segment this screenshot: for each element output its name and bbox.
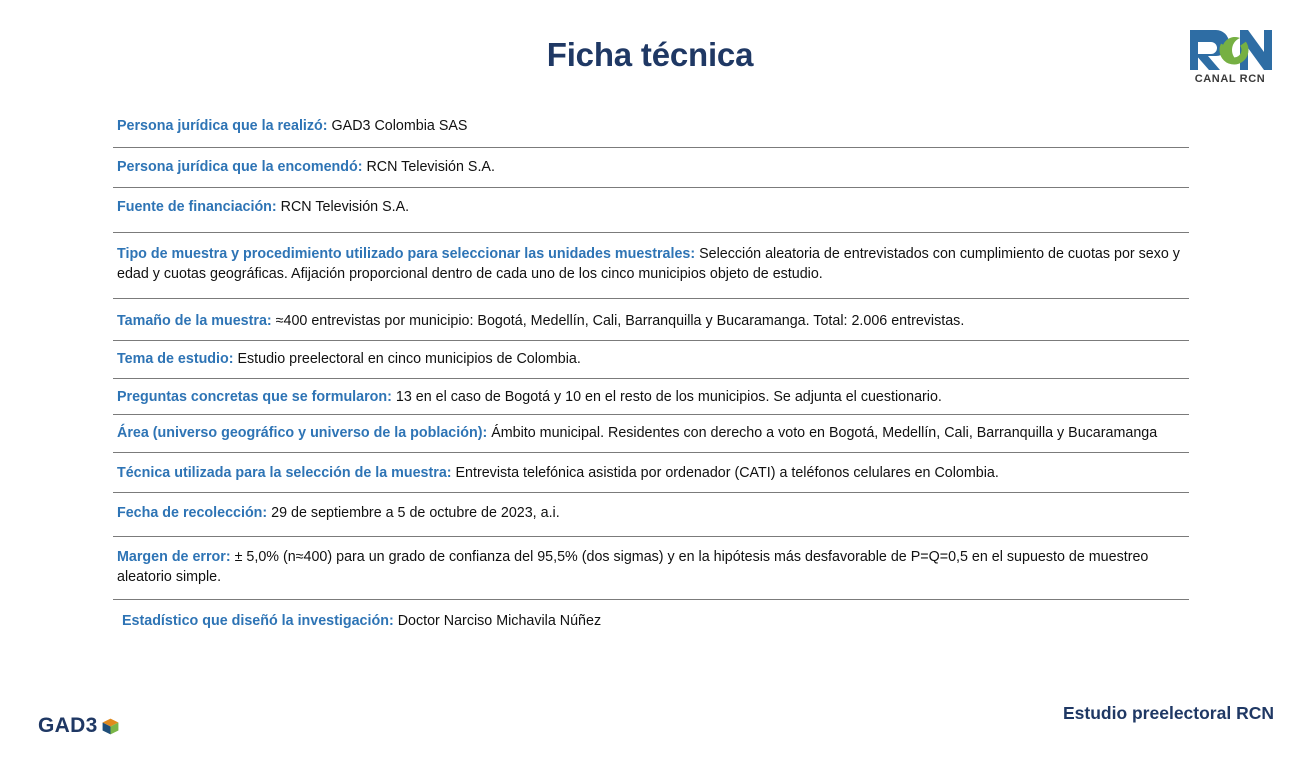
fact-value: GAD3 Colombia SAS <box>331 118 468 134</box>
slide-footer <box>0 680 1300 760</box>
fact-row-text <box>117 463 1189 484</box>
fact-value: 13 en el caso de Bogotá y 10 en el resto de los municipios. Se adjunta el cuestionario. <box>395 388 942 405</box>
cube-icon <box>101 717 120 736</box>
fact-row-text <box>122 611 1189 632</box>
fact-value: RCN Televisión S.A. <box>280 199 410 215</box>
fact-row-text <box>117 116 1189 137</box>
fact-label: Tamaño de la muestra: <box>117 312 272 329</box>
fact-row-text <box>117 244 1189 285</box>
fact-label: Fecha de recolección: <box>117 505 268 521</box>
fact-row <box>113 188 1189 233</box>
fact-row <box>113 148 1189 189</box>
fact-value: Ámbito municipal. Residentes con derecho a voto en Bogotá, Medellín, Cali, Barranquilla y Bucaramanga <box>491 425 1158 441</box>
fact-row-text <box>117 423 1189 444</box>
fact-row-text <box>117 157 1189 178</box>
fact-value: RCN Televisión S.A. <box>366 158 495 175</box>
canal-rcn-logo <box>1182 24 1278 86</box>
fact-row <box>113 379 1189 416</box>
fact-label: Estadístico que diseñó la investigación: <box>122 612 394 629</box>
fact-row-text <box>117 197 1189 218</box>
canal-rcn-wordmark: CANAL RCN <box>1194 73 1266 85</box>
fact-label: Área (universo geográfico y universo de la población): <box>117 425 488 441</box>
fact-value: 29 de septiembre a 5 de octubre de 2023, a.i. <box>271 505 560 521</box>
fact-row-text <box>117 311 1189 332</box>
fact-value: Entrevista telefónica asistida por ordenador (CATI) a teléfonos celulares en Colombia. <box>455 464 999 481</box>
page-title: Ficha técnica <box>546 36 754 73</box>
fact-row <box>113 415 1189 453</box>
fact-label: Persona jurídica que la realizó: <box>117 118 328 134</box>
fact-row <box>113 299 1189 342</box>
fact-row-text <box>117 387 1189 408</box>
fact-label: Tema de estudio: <box>117 351 234 367</box>
fact-value: Selección aleatoria de entrevistados con cumplimiento de cuotas por sexo y edad y cuotas geográficas. Afijación proporcional dentro de cada uno de los cinco municipios objeto de estudio. <box>117 245 1180 282</box>
fact-label: Persona jurídica que la encomendó: <box>117 158 363 175</box>
fact-value: ± 5,0% (n≈400) para un grado de confianza del 95,5% (dos sigmas) y en la hipótesis más desfavorable de P=Q=0,5 en el supuesto de muestreo aleatorio simple. <box>117 548 1149 585</box>
fact-row-text <box>117 503 1189 524</box>
fact-row-text <box>117 349 1189 370</box>
footer-caption: Estudio preelectoral RCN <box>1062 703 1274 723</box>
fact-label: Tipo de muestra y procedimiento utilizado para seleccionar las unidades muestrales: <box>117 245 696 262</box>
gad3-logo <box>38 714 120 738</box>
gad3-wordmark: GAD3 <box>38 714 98 737</box>
fact-value: Doctor Narciso Michavila Núñez <box>397 612 602 629</box>
fact-value: ≈400 entrevistas por municipio: Bogotá, Medellín, Cali, Barranquilla y Bucaramanga. Total: 2.006 entrevistas. <box>275 312 965 329</box>
fact-row <box>113 453 1189 494</box>
fact-value: Estudio preelectoral en cinco municipios de Colombia. <box>237 351 581 367</box>
fact-row <box>113 600 1189 638</box>
fact-row <box>113 341 1189 379</box>
fact-row-text <box>117 547 1189 588</box>
fact-label: Fuente de financiación: <box>117 199 277 215</box>
fact-row <box>113 233 1189 299</box>
ficha-tecnica-table <box>113 113 1189 637</box>
fact-label: Margen de error: <box>117 548 231 565</box>
fact-row <box>113 493 1189 537</box>
fact-label: Preguntas concretas que se formularon: <box>117 388 392 405</box>
slide-header <box>0 0 1300 105</box>
fact-row <box>113 537 1189 600</box>
fact-row <box>113 113 1189 148</box>
fact-label: Técnica utilizada para la selección de la muestra: <box>117 464 452 481</box>
